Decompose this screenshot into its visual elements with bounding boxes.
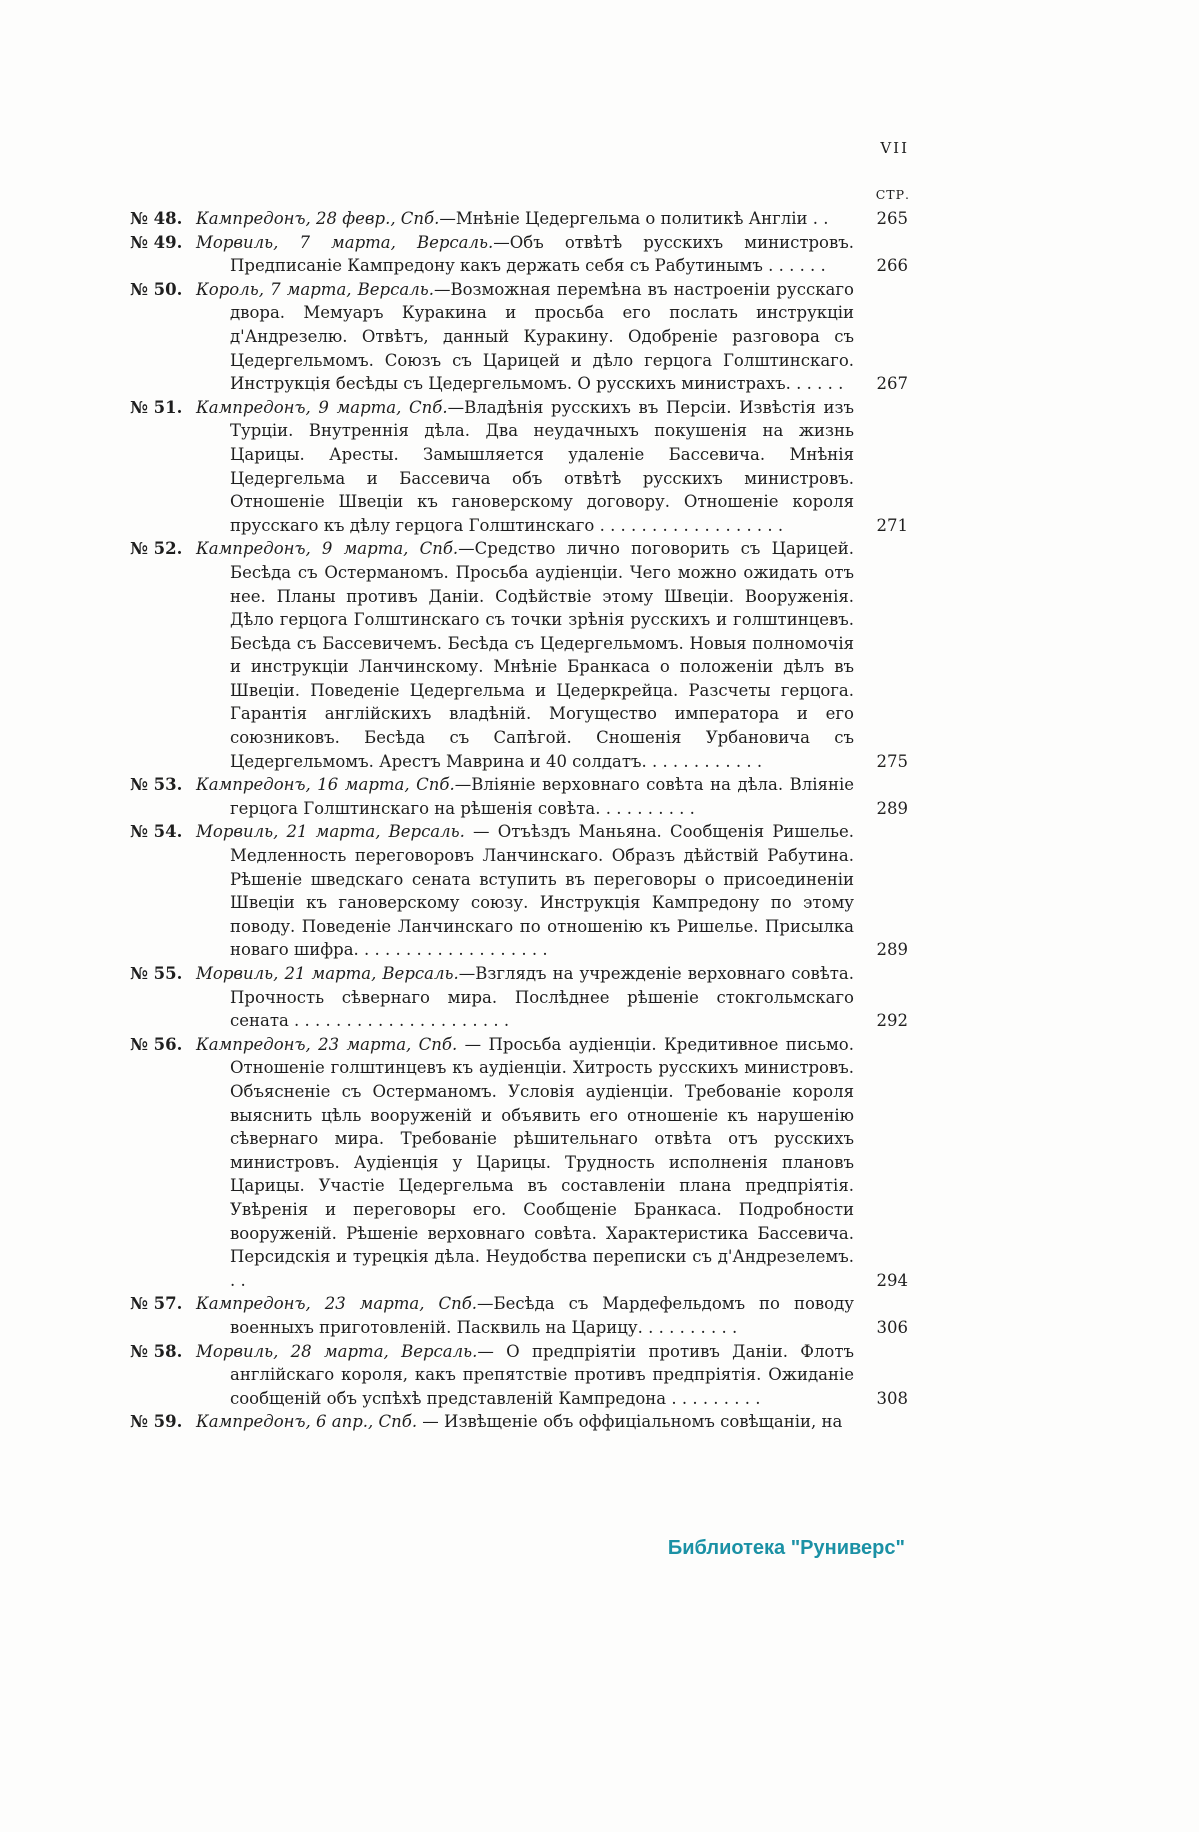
entry-heading: Морвиль, 28 марта, Версаль. bbox=[196, 1341, 478, 1361]
library-watermark: Библиотека "Руниверс" bbox=[667, 1537, 905, 1559]
entry-heading: Кампредонъ, 23 марта, Спб. bbox=[196, 1294, 478, 1314]
entry-description: —Вліяніе верховнаго совѣта на дѣла. Вліяніе герцога Голштинскаго на рѣшенія совѣта. . . . . . . . . . bbox=[230, 775, 854, 818]
entry-number: № 49. bbox=[130, 232, 183, 252]
folio-number: VII bbox=[880, 139, 909, 157]
entry-body bbox=[130, 231, 854, 278]
toc-entry bbox=[130, 278, 908, 396]
toc-entry bbox=[130, 231, 908, 278]
entry-page-number: 292 bbox=[876, 1011, 908, 1031]
toc-entry bbox=[130, 1410, 908, 1434]
entry-body bbox=[130, 1410, 854, 1434]
entry-number: № 48. bbox=[130, 209, 183, 228]
page-column-header: СТР. bbox=[875, 187, 910, 202]
entry-description: —Бесѣда съ Мардефельдомъ по поводу военныхъ приготовленій. Пасквиль на Царицу. . . . . . . . . . bbox=[230, 1294, 854, 1337]
entry-page-number: 289 bbox=[876, 798, 908, 818]
entry-body bbox=[130, 962, 854, 1033]
toc-entry bbox=[130, 207, 908, 231]
toc-entry bbox=[130, 396, 908, 538]
entry-page-number: 275 bbox=[876, 751, 908, 771]
entry-page-number: 289 bbox=[876, 940, 908, 960]
entry-number: № 53. bbox=[130, 775, 183, 795]
toc-entry bbox=[130, 1033, 908, 1293]
entry-page-number: 265 bbox=[876, 209, 908, 228]
entry-body bbox=[130, 1033, 854, 1293]
entry-heading: Кампредонъ, 23 марта, Спб. bbox=[196, 1034, 458, 1054]
toc-entry bbox=[130, 820, 908, 962]
entry-page-number: 308 bbox=[876, 1388, 908, 1408]
toc-entry bbox=[130, 1340, 908, 1411]
entry-heading: Кампредонъ, 9 марта, Спб. bbox=[196, 397, 448, 417]
entry-body bbox=[130, 207, 854, 231]
entry-number: № 51. bbox=[130, 397, 183, 417]
entry-description: —Возможная перемѣна въ настроеніи русскаго двора. Мемуаръ Куракина и просьба его послать инструкціи д'Андрезелю. Отвѣтъ, данный Куракину. Одобреніе разговора съ Цедергельмомъ. Союзъ съ Царицей и дѣло герцога Голштинскаго. Инструкція бесѣды съ Цедергельмомъ. О русскихъ министрахъ. . . . . . bbox=[230, 279, 854, 394]
entry-heading: Король, 7 марта, Версаль. bbox=[196, 279, 434, 299]
entry-number: № 58. bbox=[130, 1341, 183, 1361]
entry-body bbox=[130, 1292, 854, 1339]
toc-entry bbox=[130, 773, 908, 820]
entry-heading: Морвиль, 21 марта, Версаль. bbox=[196, 822, 465, 842]
entry-body bbox=[130, 1340, 854, 1411]
entry-number: № 59. bbox=[130, 1412, 183, 1432]
entry-description: — О предпріятіи противъ Даніи. Флотъ англійскаго короля, какъ препятствіе противъ предпріятія. Ожиданіе сообщеній объ успѣхѣ представленій Кампредона . . . . . . . . . bbox=[230, 1341, 854, 1408]
entry-heading: Морвиль, 21 марта, Версаль. bbox=[196, 964, 459, 983]
entry-description: —Средство лично поговорить съ Царицей. Бесѣда съ Остерманомъ. Просьба аудіенціи. Чего можно ожидать отъ нее. Планы противъ Даніи. Содѣйствіе этому Швеціи. Вооруженія. Дѣло герцога Голштинскаго съ точки зрѣнія русскихъ и голштинцевъ. Бесѣда съ Бассевичемъ. Бесѣда съ Цедергельмомъ. Новыя полномочія и инструкціи Ланчинскому. Мнѣніе Бранкаса о положеніи дѣлъ въ Швеціи. Поведеніе Цедергельма и Цедеркрейца. Разсчеты герцога. Гарантія англійскихъ владѣній. Могущество императора и его союзниковъ. Бесѣда съ Сапѣгой. Сношенія Урбановича съ Цедергельмомъ. Арестъ Маврина и 40 солдатъ. . . . . . . . . . . . bbox=[230, 539, 854, 771]
toc-entry bbox=[130, 1292, 908, 1339]
entry-heading: Кампредонъ, 16 марта, Спб. bbox=[196, 775, 455, 795]
entry-heading: Морвиль, 7 марта, Версаль. bbox=[196, 232, 494, 252]
entry-description: — Извѣщеніе объ оффиціальномъ совѣщаніи, на bbox=[417, 1412, 843, 1432]
entry-heading: Кампредонъ, 6 апр., Спб. bbox=[196, 1412, 418, 1432]
entry-description: —Владѣнія русскихъ въ Персіи. Извѣстія изъ Турціи. Внутреннія дѣла. Два неудачныхъ покушенія на жизнь Царицы. Аресты. Замышляется удаленіе Бассевича. Мнѣнія Цедергельма и Бассевича объ отвѣтѣ русскихъ министровъ. Отношеніе Швеціи къ гановерскому договору. Отношеніе короля прусскаго къ дѣлу герцога Голштинскаго . . . . . . . . . . . . . . . . . . bbox=[230, 397, 854, 535]
entry-number: № 50. bbox=[130, 279, 183, 299]
toc-entry bbox=[130, 537, 908, 773]
entry-number: № 55. bbox=[130, 964, 183, 983]
table-of-contents bbox=[130, 207, 908, 1434]
entry-number: № 54. bbox=[130, 822, 183, 842]
entry-page-number: 266 bbox=[876, 256, 908, 276]
entry-description: —Объ отвѣтѣ русскихъ министровъ. Предписаніе Кампредону какъ держать себя съ Рабутинымъ . . . . . . bbox=[230, 232, 854, 276]
entry-page-number: 271 bbox=[876, 515, 908, 535]
entry-number: № 57. bbox=[130, 1294, 183, 1314]
entry-body bbox=[130, 820, 854, 962]
entry-page-number: 267 bbox=[876, 374, 908, 394]
entry-number: № 52. bbox=[130, 539, 183, 559]
entry-number: № 56. bbox=[130, 1034, 183, 1054]
entry-body bbox=[130, 773, 854, 820]
entry-page-number: 294 bbox=[876, 1270, 908, 1290]
entry-description: —Взглядъ на учрежденіе верховнаго совѣта. Прочность сѣвернаго мира. Послѣднее рѣшеніе стокгольмскаго сената . . . . . . . . . . . . . . . . . . . . . bbox=[230, 964, 854, 1031]
entry-description: — Просьба аудіенціи. Кредитивное письмо. Отношеніе голштинцевъ къ аудіенціи. Хитрость русскихъ министровъ. Объясненіе съ Остерманомъ. Условія аудіенціи. Требованіе короля выяснить цѣль вооруженій и объявить его отношеніе къ нарушенію сѣвернаго мира. Требованіе рѣшительнаго отвѣта отъ русскихъ министровъ. Аудіенція у Царицы. Трудность исполненія плановъ Царицы. Участіе Цедергельма въ составленіи плана предпріятія. Увѣренія и переговоры его. Сообщеніе Бранкаса. Подробности вооруженій. Рѣшеніе верховнаго совѣта. Характеристика Бассевича. Персидскія и турецкія дѣла. Неудобства переписки съ д'Андрезелемъ. . . bbox=[230, 1034, 854, 1290]
entry-heading: Кампредонъ, 9 марта, Спб. bbox=[196, 539, 459, 559]
entry-body bbox=[130, 396, 854, 538]
entry-description: —Мнѣніе Цедергельма о политикѣ Англіи . . bbox=[439, 209, 829, 228]
entry-description: — Отъѣздъ Маньяна. Сообщенія Ришелье. Медленность переговоровъ Ланчинскаго. Образъ дѣйствій Рабутина. Рѣшеніе шведскаго сената вступить въ переговоры о присоединеніи Швеціи къ гановерскому союзу. Инструкція Кампредону по этому поводу. Поведеніе Ланчинскаго по отношенію къ Ришелье. Присылка новаго шифра. . . . . . . . . . . . . . . . . . . bbox=[230, 822, 854, 960]
toc-entry bbox=[130, 962, 908, 1033]
entry-heading: Кампредонъ, 28 февр., Спб. bbox=[196, 209, 440, 228]
entry-body bbox=[130, 537, 854, 773]
entry-page-number: 306 bbox=[876, 1317, 908, 1337]
entry-body bbox=[130, 278, 854, 396]
